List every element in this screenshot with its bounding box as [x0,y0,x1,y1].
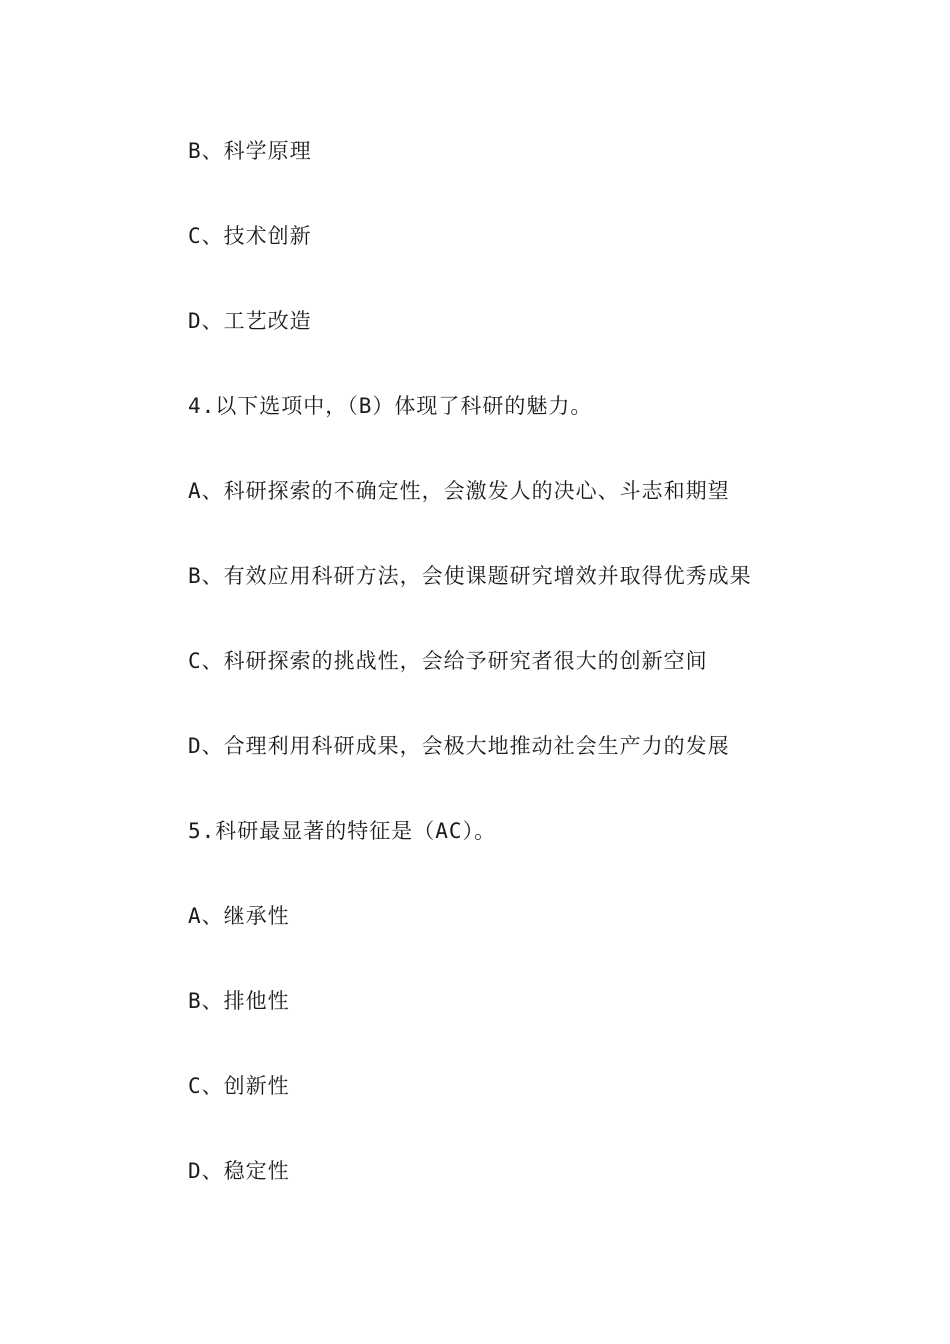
question-5-option-a: A、继承性 [188,904,290,928]
question-5: 5.科研最显著的特征是（AC）。 [188,819,497,843]
question-4-option-c: C、科研探索的挑战性，会给予研究者很大的创新空间 [188,649,708,673]
question-4-option-d: D、合理利用科研成果，会极大地推动社会生产力的发展 [188,734,730,758]
question-4-option-b: B、有效应用科研方法，会使课题研究增效并取得优秀成果 [188,564,752,588]
option-c-technical-innovation: C、技术创新 [188,224,312,248]
option-d-process-improvement: D、工艺改造 [188,309,312,333]
option-b-scientific-principle: B、科学原理 [188,139,312,163]
question-5-option-d: D、稳定性 [188,1159,290,1183]
question-4: 4.以下选项中，（B）体现了科研的魅力。 [188,394,593,418]
question-5-option-b: B、排他性 [188,989,290,1013]
question-5-option-c: C、创新性 [188,1074,290,1098]
question-4-option-a: A、科研探索的不确定性，会激发人的决心、斗志和期望 [188,479,730,503]
